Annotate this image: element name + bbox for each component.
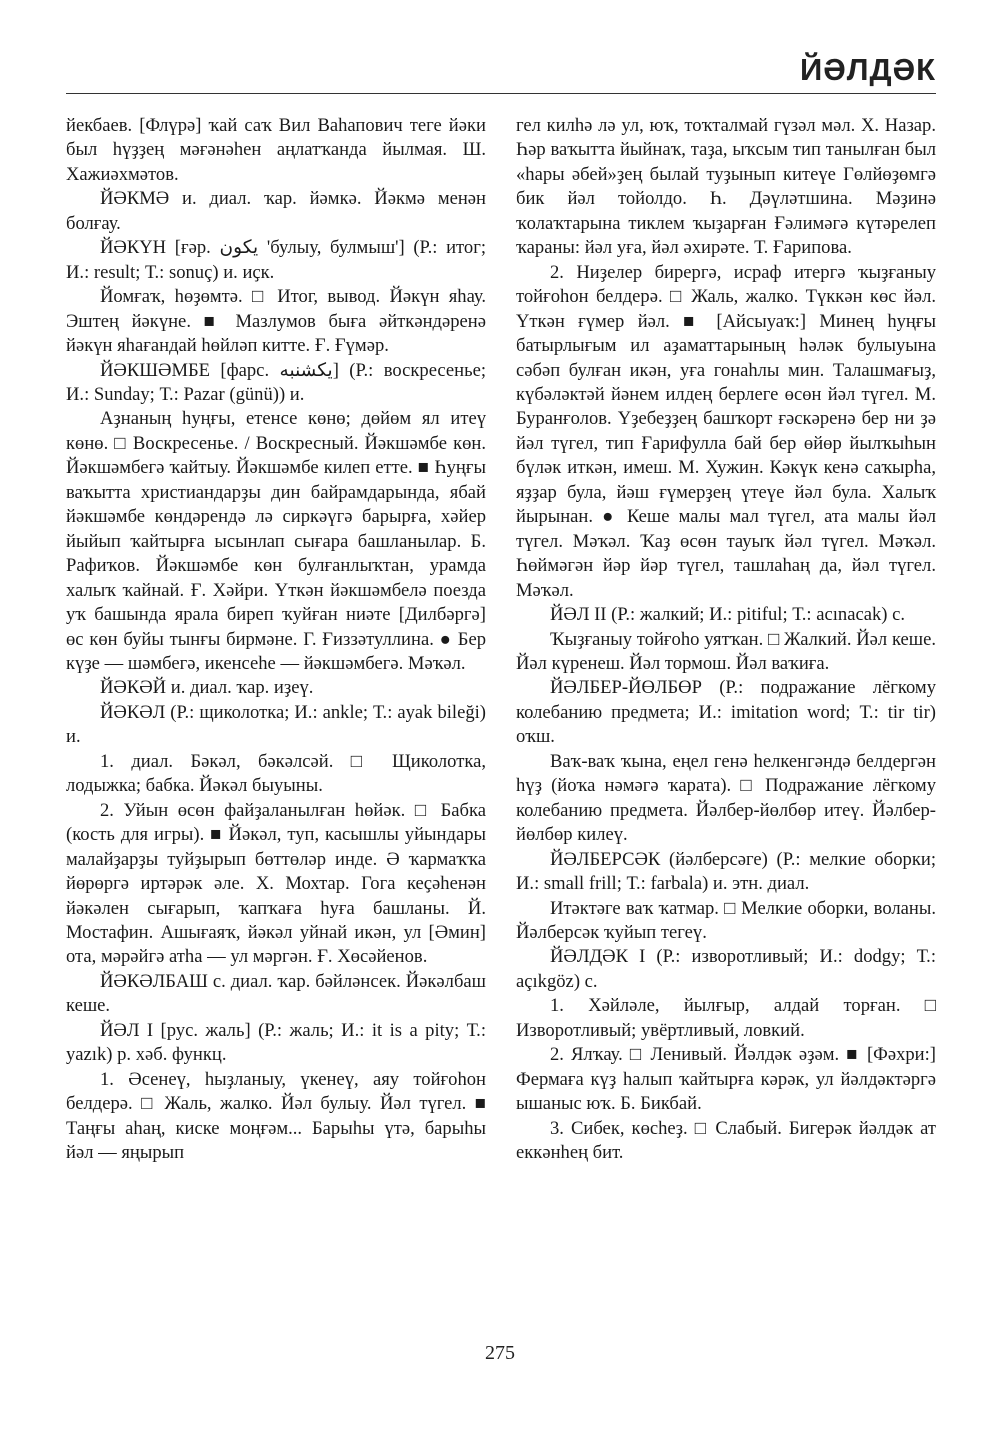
entry-paragraph: 1. Хәйләле, йылғыр, алдай торған. □ Изворотливый; увёртливый, ловкий. — [516, 995, 936, 1041]
entry-paragraph: ЙӘКМӘ и. диал. ҡар. йәмкә. Йәкмә менән болғау. — [66, 188, 486, 234]
entry-paragraph: ЙӘКШӘМБЕ [фарс. يكشنبه] (Р.: воскресенье; И.: Sunday; Т.: Pazar (günü)) и. — [66, 359, 486, 405]
entry-paragraph: ЙӘКӘЛБАШ с. диал. ҡар. бәйләнсек. Йәкәлбаш кеше. — [66, 970, 486, 1017]
entry-paragraph: ЙӘЛ I [рус. жаль] (Р.: жаль; И.: it is a pity; Т.: yazık) р. хәб. функц. — [66, 1019, 486, 1066]
entry-paragraph: 2. Ниҙелер бирергә, исраф итергә ҡыҙғаныу тойғоһон белдерә. □ Жаль, жалко. Түккән көс йәл. Үткән ғүмер йәл. ■ [Айсыуаҡ:] Минең һуңғы батырлығым ил аҙаматтарының һәләк булыуына сәбәп булған икән, уға гонаһлы мин. Талашмағыҙ, күбәләктәй йәнем илдең берлеге өсөн йәл түгел. М. Буранғолов. Үҙебеҙҙең башҡорт ғәскәренә бер ни ҙә йәл түгел, тип Ғарифулла бай бер өйөр йылҡыһын бүләк иткән, имеш. М. Хужин. Кәкүк кенә саҡырһа, яҙҙар була, йәш ғүмерҙең үтеүе йәл була. Халыҡ йырынан. ● Кеше малы мал түгел, ата малы йәл түгел. Мәҡәл. Ҡаҙ өсөн тауыҡ йәл түгел. Мәҡәл. Һөймәгән йәр йәр түгел, ташлаһаң да, йәл түгел. Мәҡәл. — [516, 261, 936, 601]
entry-paragraph: 3. Сибек, көсһеҙ. □ Слабый. Бигерәк йәлдәк ат еккәнһең бит. — [516, 1117, 936, 1164]
entry-paragraph: 1. диал. Бәкәл, бәкәлсәй. □ Щиколотка, лодыжка; бабка. Йәкәл быуыны. — [66, 750, 486, 797]
entry-paragraph: Ваҡ-ваҡ ҡына, еңел генә һелкенгәндә белдергән һүҙ (йоҡа нәмәгә ҡарата). □ Подражание лёгкому колебанию предмета. Йәлбер-йөлбөр итеү. Йәлбер-йөлбөр килеү. — [516, 750, 936, 846]
header-rule — [66, 93, 936, 94]
entry-paragraph: Йомғаҡ, һөҙөмтә. □ Итог, вывод. Йәкүн яһау. Эштең йәкүне. ■ Мазлумов быға әйткәндәренә йәкүн яһағандай һөйләп китте. Ғ. Ғүмәр. — [66, 286, 486, 357]
left-column — [66, 114, 486, 1165]
entry-paragraph: ЙӘЛДӘК I (Р.: изворотливый; И.: dodgy; Т.: açıkgöz) с. — [516, 946, 936, 992]
entry-paragraph: ЙӘКӘЙ и. диал. ҡар. иҙеү. — [100, 677, 314, 699]
entry-paragraph: 1. Әсенеү, һыҙланыу, үкенеү, аяу тойғоһон белдерә. □ Жаль, жалко. Йәл булыу. Йәл түгел. ■ Таңғы аһаң, киске моңғәм... Барыһы үтә, барыһы йәл — яңырып — [66, 1068, 486, 1164]
entry-paragraph: ЙӘЛБЕР-ЙӨЛБӨР (Р.: подражание лёгкому колебанию предмета; И.: imitation word; Т.: tir tir) оҡш. — [516, 677, 936, 748]
entry-paragraph: Аҙнаның һуңғы, етенсе көнө; дөйөм ял итеү көнө. □ Воскресенье. / Воскресный. Йәкшәмбе көн. Йәкшәмбегә ҡайтыу. Йәкшәмбе килеп етте. ■ Һуңғы ваҡытта христиандарҙы дин байрамдарында, ябай йәкшәмбе көндәрендә лә сиркәүгә барырға, хәйер йыйып ҡайтырға ысынлап сығара башланылар. Б. Рафиҡов. Йәкшәмбе көн булғанлыҡтан, урамда халыҡ ҡайнай. Ғ. Хәйри. Үткән йәкшәмбелә поезда уҡ башында ярала биреп ҡуйған ниәте [Дилбәргә] өс көн буйы тынғы бирмәне. Г. Ғиззәтуллина. ● Бер күҙе — шәмбегә, икенсеһе — йәкшәмбегә. Мәҡәл. — [66, 408, 486, 674]
right-column — [516, 114, 936, 1165]
entry-paragraph: ЙӘЛ II (Р.: жалкий; И.: pitiful; Т.: acınacak) с. — [550, 604, 905, 626]
entry-paragraph: ЙӘКӘЛ (Р.: щиколотка; И.: ankle; Т.: ayak bileği) и. — [66, 701, 486, 748]
entry-paragraph: Итәктәге ваҡ ҡатмар. □ Мелкие оборки, воланы. Йәлберсәк ҡуйып тегеү. — [516, 897, 936, 943]
entry-paragraph: ЙӘКҮН [ғәр. يكون 'булыу, булмыш'] (Р.: итог; И.: result; Т.: sonuç) и. иҫк. — [66, 237, 486, 283]
entry-paragraph: ЙӘЛБЕРСӘК (йәлберсәге) (Р.: мелкие оборки; И.: small frill; Т.: farbala) и. этн. диал. — [516, 848, 936, 895]
page-header — [66, 44, 936, 94]
entry-paragraph: Ҡыҙғаныу тойғоһо уятҡан. □ Жалкий. Йәл кеше. Йәл күренеш. Йәл тормош. Йәл ваҡиға. — [516, 628, 936, 674]
entry-paragraph: 2. Ялҡау. □ Ленивый. Йәлдәк әҙәм. ■ [Фәхри:] Фермаға күҙ һалып ҡайтырға кәрәк, ул йәлдәктәргә ышаныс юҡ. Б. Бикбай. — [516, 1044, 936, 1115]
entry-paragraph: йекбаев. [Флүрә] ҡай саҡ Вил Ваһапович теге йәки был һүҙҙең мәғәнәһен аңлатҡанда йылмая. Ш. Хажиәхмәтов. — [66, 115, 486, 185]
entry-paragraph: гел килһә лә ул, юҡ, тоҡталмай гүзәл мәл. Х. Назар. Һәр ваҡытта йыйнаҡ, таҙа, ыҡсым тип танылған был «һары әбей»ҙең былай туҙынып китеүе Гөлйөҙөмгә бик йәл тойолдо. Һ. Дәүләтшина. Мәҙинә ҡолаҡтарына тиклем ҡыҙарған Ғәлимәгә күтәрелеп ҡараны: йәл уға, йәл әхирәте. Т. Ғарипова. — [516, 115, 936, 259]
guide-word: ЙӘЛДӘК — [799, 52, 936, 87]
entry-paragraph: 2. Уйын өсөн файҙаланылған һөйәк. □ Бабка (кость для игры). ■ Йәкәл, туп, касышлы уйындары малайҙарҙы туйҙырып бөттөләр инде. Ә ҡармаҡҡа йөрөргә иртәрәк әле. Х. Мохтар. Гога кеҫәһенән йәкәлен сығарып, ҡапҡаға һуға башланы. Й. Мостафин. Ашығаяҡ, йәкәл уйнай икән, ул [Әмин] ота, мәрәйгә атһа — ул мәргән. Ғ. Хөсәйенов. — [66, 799, 486, 968]
page-number: 275 — [485, 1342, 515, 1364]
